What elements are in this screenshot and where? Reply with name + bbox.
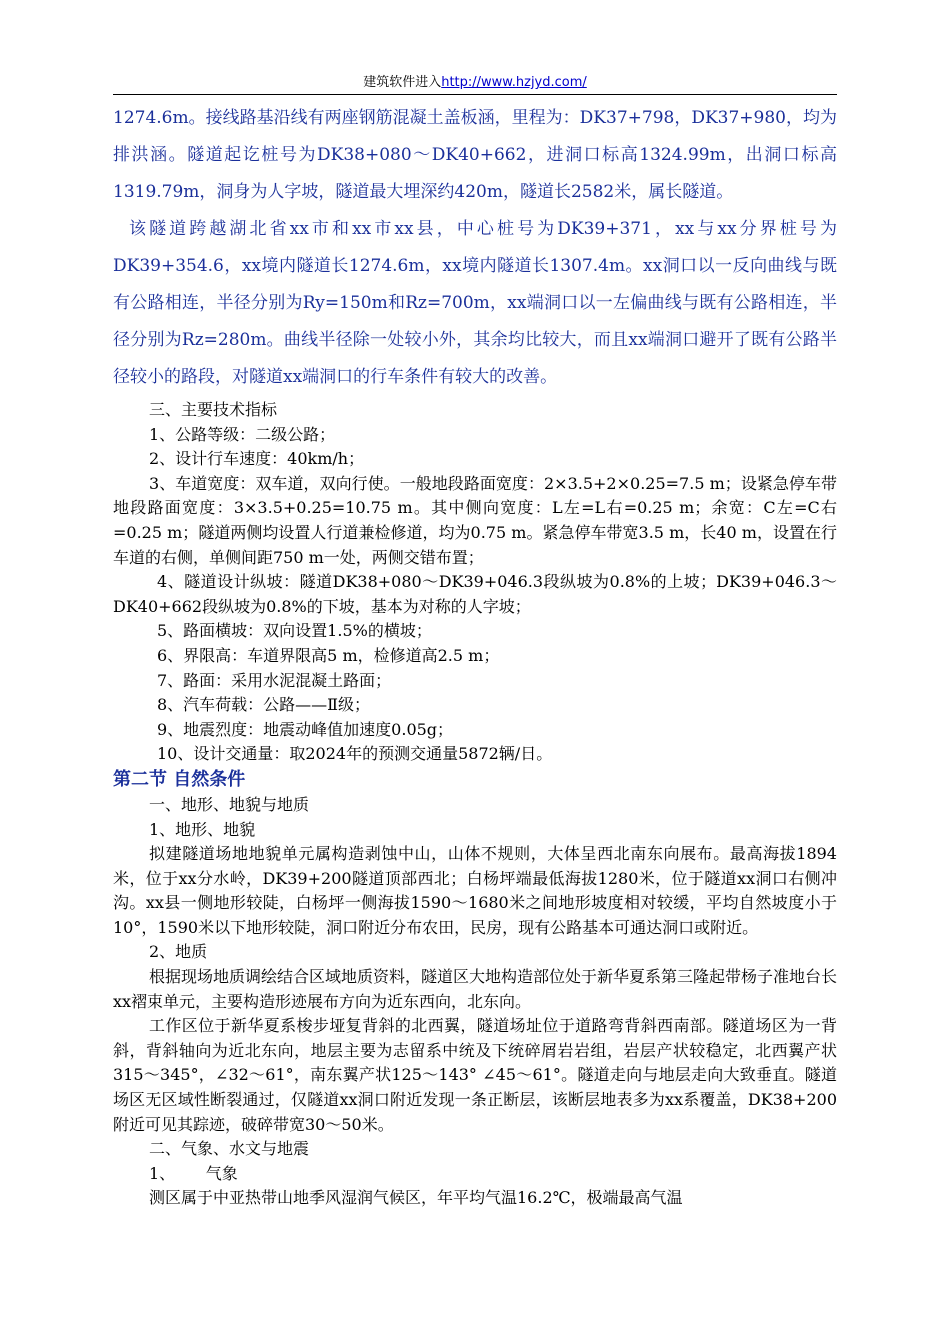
header-rule xyxy=(113,94,837,95)
body-paragraph: 根据现场地质调绘结合区域地质资料，隧道区大地构造部位处于新华夏系第三隆起带杨子准地台长xx褶束单元，主要构造形迹展布方向为近东西向，北东向。 xyxy=(113,967,838,1011)
indicator-item: 6、界限高：车道界限高5 m，检修道高2.5 m； xyxy=(157,645,500,665)
subsection-title: 一、地形、地貌与地质 xyxy=(149,794,310,814)
overview-paragraph-1: 1274.6m。接线路基沿线有两座钢筋混凝土盖板涵，里程为：DK37+798，DK37+980，均为排洪涵。隧道起讫桩号为DK38+080～DK40+662，进洞口标高1324.99m，出洞口标高1319.79m，洞身为人字坡，隧道最大埋深约420m，隧道长2582米，属长隧道。 xyxy=(113,108,837,202)
subsection-title: 1、地形、地貌 xyxy=(149,819,256,839)
indicator-item: 7、路面：采用水泥混凝土路面； xyxy=(157,670,392,690)
document-body xyxy=(113,398,837,1211)
body-paragraph: 工作区位于新华夏系梭步垭复背斜的北西翼，隧道场址位于道路弯背斜西南部。隧道场区为一背斜，背斜轴向为近北东向，地层主要为志留系中统及下统碎屑岩岩组，岩层产状较稳定，北西翼产状315～345°，∠32～61°，南东翼产状125～143° ∠45～61°。隧道走向与地层走向大致垂直。隧道场区无区域性断裂通过，仅隧道xx洞口附近发现一条正断层，该断层地表多为xx系覆盖，DK38+200附近可见其踪迹，破碎带宽30～50米。 xyxy=(113,1016,837,1134)
indicator-item: 9、地震烈度：地震动峰值加速度0.05g； xyxy=(157,719,454,739)
header-text: 建筑软件进入 xyxy=(363,75,442,90)
overview-paragraph-2: 该隧道跨越湖北省xx市和xx市xx县，中心桩号为DK39+371，xx与xx分界桩号为DK39+354.6，xx境内隧道长1274.6m，xx境内隧道长1307.4m。xx洞口以一反向曲线与既有公路相连，半径分别为Ry=150m和Rz=700m，xx端洞口以一左偏曲线与既有公路相连，半径分别为Rz=280m。曲线半径除一处较小外，其余均比较大，而且xx端洞口避开了既有公路半径较小的路段，对隧道xx端洞口的行车条件有较大的改善。 xyxy=(113,219,837,387)
page-header xyxy=(113,74,837,92)
indicator-item: 3、车道宽度：双车道，双向行使。一般地段路面宽度：2×3.5+2×0.25=7.5 m；设紧急停车带地段路面宽度：3×3.5+0.25=10.75 m。其中侧向宽度：L左=L右=0.25 m；余宽：C左=C右=0.25 m；隧道两侧均设置人行道兼检修道，均为0.75 m。紧急停车带宽3.5 m，长40 m，设置在行车道的右侧，单侧间距750 m一处，两侧交错布置； xyxy=(113,473,837,567)
indicator-item: 2、设计行车速度：40km/h； xyxy=(149,449,365,469)
body-paragraph: 拟建隧道场地地貌单元属构造剥蚀中山，山体不规则，大体呈西北南东向展布。最高海拔1894米，位于xx分水岭，DK39+200隧道顶部西北；白杨坪端最低海拔1280米，位于隧道xx洞口右侧冲沟。xx县一侧地形较陡，白杨坪一侧海拔1590～1680米之间地形坡度相对较缓，平均自然坡度小于10°，1590米以下地形较陡，洞口附近分布农田，民房，现有公路基本可通达洞口或附近。 xyxy=(113,844,837,937)
indicator-item: 5、路面横坡：双向设置1.5%的横坡； xyxy=(157,621,432,641)
subsection-title: 二、气象、水文与地震 xyxy=(149,1139,310,1159)
section-title-technical-indicators: 三、主要技术指标 xyxy=(149,400,278,419)
subsection-title: 1、 气象 xyxy=(149,1163,238,1183)
indicator-item: 10、设计交通量：取2024年的预测交通量5872辆/日。 xyxy=(157,744,553,764)
subsection-title: 2、地质 xyxy=(149,942,208,962)
indicator-item: 8、汽车荷载：公路——Ⅱ级； xyxy=(157,695,371,715)
header-link[interactable]: http://www.hzjyd.com/ xyxy=(441,75,587,90)
section-heading: 第二节 自然条件 xyxy=(113,768,246,790)
body-paragraph: 测区属于中亚热带山地季风湿润气候区，年平均气温16.2℃，极端最高气温 xyxy=(149,1188,683,1208)
project-overview xyxy=(113,100,837,396)
indicator-item: 1、公路等级：二级公路； xyxy=(149,424,336,444)
indicator-item: 4、隧道设计纵坡：隧道DK38+080～DK39+046.3段纵坡为0.8%的上坡；DK39+046.3～DK40+662段纵坡为0.8%的下坡，基本为对称的人字坡； xyxy=(113,572,837,616)
